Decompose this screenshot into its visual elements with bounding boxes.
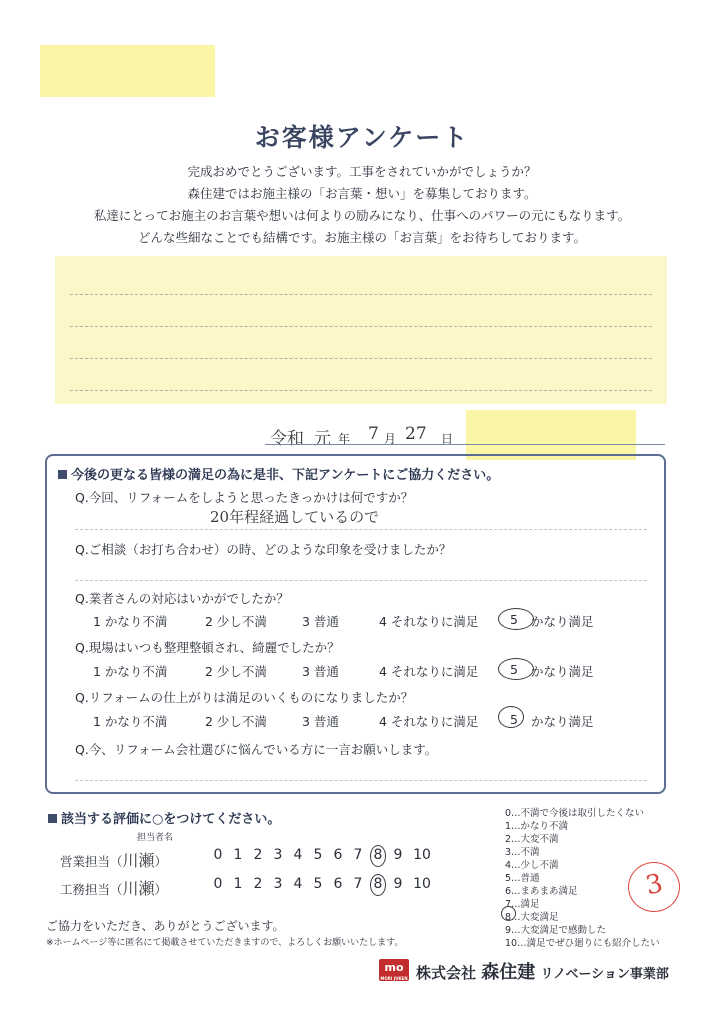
q4-option-1[interactable]: 1 かなり不満 [93, 664, 168, 679]
q5-option-2[interactable]: 2 少し不満 [205, 714, 267, 729]
thanks-text: ご協力をいただき、ありがとうございます。 [46, 919, 285, 933]
company-logo [379, 959, 409, 981]
scale-8[interactable]: 8 [373, 847, 383, 863]
scale-1[interactable]: 1 [233, 876, 243, 892]
legend-item: 6…まあまあ満足 [505, 886, 578, 897]
scale-7[interactable]: 7 [353, 847, 363, 863]
sales-score-circle [370, 845, 386, 867]
square-bullet-icon [58, 470, 67, 479]
legend-item: 0…不満で今後は取引したくない [505, 808, 645, 819]
sales-staff-name[interactable]: 川瀬 [122, 851, 155, 870]
date-day: 27 [405, 424, 427, 444]
legend-item: 1…かなり不満 [505, 821, 569, 832]
scale-7[interactable]: 7 [353, 876, 363, 892]
scale-3[interactable]: 3 [273, 876, 283, 892]
intro-line-1: 完成おめでとうございます。工事をされていかがでしょうか？ [187, 164, 537, 179]
scale-8[interactable]: 8 [373, 876, 383, 892]
company-division: リノベーション事業部 [540, 967, 669, 982]
q3-option-2[interactable]: 2 少し不満 [205, 614, 267, 629]
redaction-highlight-top [40, 45, 215, 97]
legend-item: 2…大変不満 [505, 834, 559, 845]
scale-10[interactable]: 10 [413, 847, 431, 863]
legend-item: 3…不満 [505, 847, 540, 858]
answer-line [75, 529, 647, 530]
scale-6[interactable]: 6 [333, 876, 343, 892]
legend-selected-circle [501, 906, 516, 921]
q4-option-5-label: かなり満足 [531, 664, 594, 679]
date-era: 令和 [270, 429, 304, 449]
question-3: Q.業者さんの対応はいかがでしたか？ [75, 591, 289, 606]
scale-0[interactable]: 0 [213, 876, 223, 892]
legend-item: 10…満足でぜひ廻りにも紹介したい [505, 938, 660, 949]
date-month: 7 [368, 424, 379, 444]
q3-option-5-label: かなり満足 [531, 614, 594, 629]
q4-option-2[interactable]: 2 少し不満 [205, 664, 267, 679]
rating-heading-text: 該当する評価に○をつけてください。 [61, 812, 281, 827]
selected-circle [498, 608, 534, 630]
legend-item: 7…満足 [505, 899, 540, 910]
square-bullet-icon [48, 814, 57, 823]
answer-line [75, 780, 647, 781]
q3-option-4[interactable]: 4 それなりに満足 [379, 614, 479, 629]
q3-option-3[interactable]: 3 普通 [302, 614, 339, 629]
scale-5[interactable]: 5 [313, 876, 323, 892]
legend-item: 4…少し不満 [505, 860, 559, 871]
sales-label-close: ） [154, 854, 168, 869]
answer-line [75, 580, 647, 581]
sales-label: 営業担当（ [60, 854, 123, 869]
scale-1[interactable]: 1 [233, 847, 243, 863]
sales-scale [208, 847, 436, 863]
scale-2[interactable]: 2 [253, 847, 263, 863]
company-name [416, 958, 669, 984]
question-2: Q.ご相談（お打ち合わせ）の時、どのような印象を受けましたか？ [75, 542, 452, 557]
survey-heading [58, 464, 499, 483]
works-row [60, 876, 167, 899]
scale-9[interactable]: 9 [393, 847, 403, 863]
scale-4[interactable]: 4 [293, 847, 303, 863]
q4-option-4[interactable]: 4 それなりに満足 [379, 664, 479, 679]
comment-line [70, 390, 652, 391]
comment-area[interactable] [55, 256, 667, 404]
rating-heading [48, 808, 280, 827]
works-scale [208, 876, 436, 892]
q5-option-5[interactable]: 5 [510, 712, 518, 727]
question-5: Q.リフォームの仕上がりは満足のいくものになりましたか？ [75, 690, 414, 705]
scale-4[interactable]: 4 [293, 876, 303, 892]
question-1-answer[interactable]: 20年程経過しているので [210, 508, 380, 526]
legend-item: 9…大変満足で感動した [505, 925, 607, 936]
scale-10[interactable]: 10 [413, 876, 431, 892]
staff-name-label: 担当者名 [137, 833, 174, 843]
date-underline [265, 444, 665, 445]
scale-5[interactable]: 5 [313, 847, 323, 863]
date-day-label: 日 [441, 432, 454, 446]
survey-heading-text: 今後の更なる皆様の満足の為に是非、下記アンケートにご協力ください。 [71, 468, 500, 483]
comment-line [70, 326, 652, 327]
question-1: Q.今回、リフォームをしようと思ったきっかけは何ですか？ [75, 490, 414, 505]
question-4: Q.現場はいつも整理整頓され、綺麗でしたか？ [75, 640, 340, 655]
q3-option-1[interactable]: 1 かなり不満 [93, 614, 168, 629]
company-prefix: 株式会社 [416, 964, 477, 982]
q3-option-5[interactable]: 5 [510, 612, 518, 627]
overall-score-mark: 3 [643, 868, 666, 902]
selected-circle [498, 706, 524, 728]
q5-option-4[interactable]: 4 それなりに満足 [379, 714, 479, 729]
company-brand: 森住建 [481, 962, 536, 983]
q4-option-5[interactable]: 5 [510, 662, 518, 677]
date-year: 元 [314, 429, 331, 449]
company-logo-sub: MORI JUKEN [380, 976, 408, 981]
scale-3[interactable]: 3 [273, 847, 283, 863]
date-year-label: 年 [338, 432, 351, 446]
q5-option-1[interactable]: 1 かなり不満 [93, 714, 168, 729]
scale-6[interactable]: 6 [333, 847, 343, 863]
page-title: お客様アンケート [254, 123, 470, 152]
q5-option-5-label: かなり満足 [531, 714, 594, 729]
company-logo-mark: mo [384, 961, 404, 974]
works-label: 工務担当（ [60, 882, 123, 897]
date-month-label: 月 [384, 432, 397, 446]
scale-0[interactable]: 0 [213, 847, 223, 863]
scale-9[interactable]: 9 [393, 876, 403, 892]
legend-item: 5…普通 [505, 873, 540, 884]
question-6: Q.今、リフォーム会社選びに悩んでいる方に一言お願いします。 [75, 742, 438, 757]
q5-option-3[interactable]: 3 普通 [302, 714, 339, 729]
comment-line [70, 358, 652, 359]
intro-line-3: 私達にとってお施主のお言葉や想いは何よりの励みになり、仕事へのパワーの元にもなります。 [93, 208, 631, 223]
works-staff-name[interactable]: 川瀬 [122, 879, 155, 898]
q4-option-3[interactable]: 3 普通 [302, 664, 339, 679]
scale-2[interactable]: 2 [253, 876, 263, 892]
sales-row [60, 848, 167, 871]
works-label-close: ） [154, 882, 168, 897]
works-score-circle [370, 874, 386, 896]
redaction-highlight-name [466, 410, 636, 460]
legend-item: 8…大変満足 [505, 912, 559, 923]
intro-line-2: 森住建ではお施主様の「お言葉・想い」を募集しております。 [187, 186, 537, 201]
publication-note: ※ホームページ等に匿名にて掲載させていただきますので、よろしくお願いいたします。 [46, 938, 404, 948]
comment-line [70, 294, 652, 295]
selected-circle [498, 658, 534, 680]
intro-line-4: どんな些細なことでも結構です。お施主様の「お言葉」をお待ちしております。 [137, 230, 586, 245]
